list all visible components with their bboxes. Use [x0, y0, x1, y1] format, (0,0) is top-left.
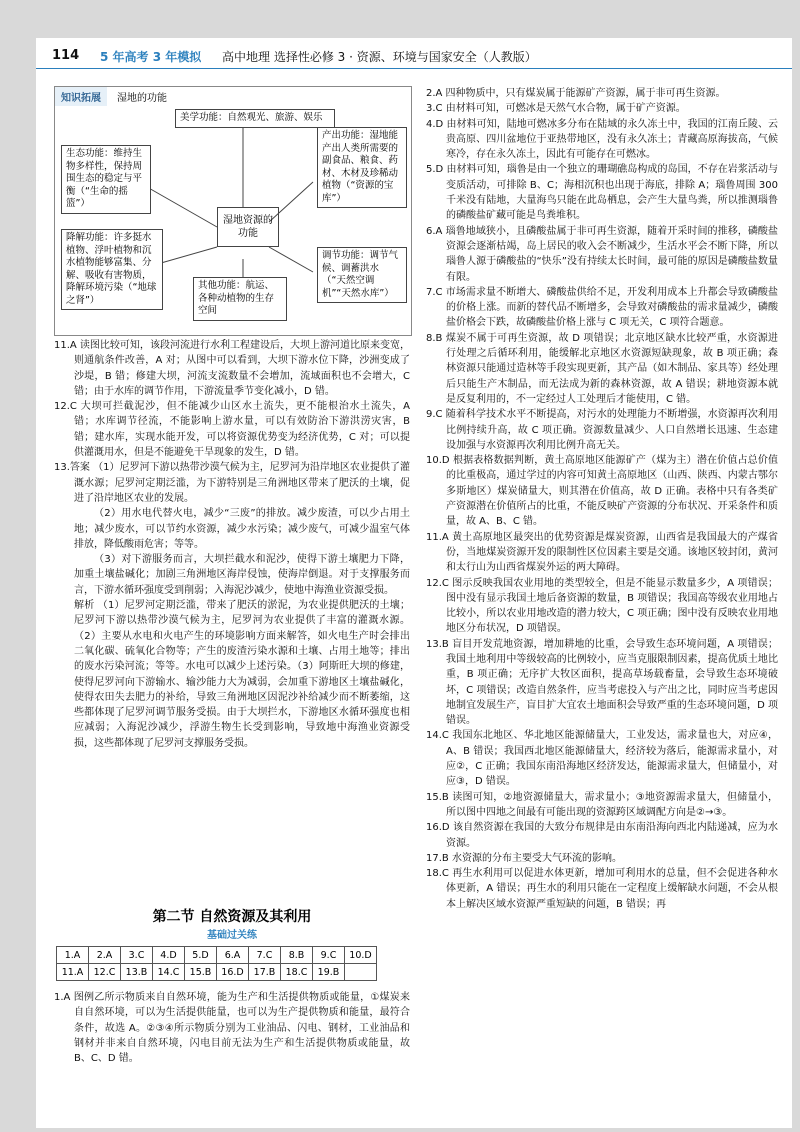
cell: 4.D — [153, 947, 185, 964]
node-degradation: 降解功能：许多挺水植物、浮叶植物和沉水植物能够富集、分解、吸收有害物质，降解环境污染（“地球之肾”） — [61, 229, 163, 310]
knowledge-title: 湿地的功能 — [117, 93, 167, 104]
answer-14: 14.C 我国东北地区、华北地区能源储量大，工业发达，需求量也大，对应④，A、B 错误；我国西北地区能源储量大，经济较为落后，能源需求量小，对应②，C 正确；我国东南沿海地区经济发达，能源需求量大，但储量小，对应③，D 错误。 — [426, 730, 778, 788]
knowledge-box — [54, 86, 412, 336]
cell: 5.D — [185, 947, 217, 964]
table-row — [57, 947, 377, 964]
cell: 17.B — [249, 964, 281, 981]
section-header — [54, 906, 410, 941]
answer-17: 17.B 水资源的分布主要受大气环流的影响。 — [426, 852, 622, 864]
answer-1: 1.A 图例乙所示物质来自自然环境，能为生产和生活提供物质或能量，①煤炭来自自然环境，可以为生活提供能量，也可以为生产提供物质和能量，最符合条件，故选 A。②③④所示物质分别为工业油品、闪电、钢材，工业油品和钢材并非来自自然环境，闪电目前无法为生产和生活提供物质或能量，故 B、C、D 错。 — [54, 992, 410, 1065]
node-ecology: 生态功能：维持生物多样性，保持周围生态的稳定与平衡（“生命的摇篮”） — [61, 145, 151, 214]
cell: 3.C — [121, 947, 153, 964]
answer-15: 15.B 读图可知，②地资源储量大，需求量小；③地资源需求量大，但储量小，所以图中四地之间最有可能出现的资源跨区域调配方向是②→③。 — [426, 791, 778, 818]
page-header — [36, 38, 792, 76]
cell: 18.C — [281, 964, 313, 981]
node-production: 产出功能：湿地能产出人类所需要的副食品、粮食、药材、木材及珍稀动植物（“资源的宝库”） — [317, 127, 407, 208]
answer-11r: 11.A 黄土高原地区最突出的优势资源是煤炭资源，山西省是我国最大的产煤省份，当地煤炭资源开发的限制性区位因素主要是交通。该地区较封闭，黄河和太行山为山西省煤炭外运的两大障碍。 — [426, 531, 778, 574]
answer-7: 7.C 市场需求量不断增大、磷酸盐供给不足，开发利用成本上升都会导致磷酸盐的价格上涨。而新的替代品不断增多，会导致对磷酸盐的需求量减少，磷酸盐价格会下跌，故磷酸盐价格上涨与 C 项无关，C 项符合题意。 — [426, 286, 778, 329]
answer-13-3: （3）对下游服务而言，大坝拦截水和泥沙，使得下游土壤肥力下降，加重土壤盐碱化；加剧三角洲地区海岸侵蚀，使海岸倒退。对于支撑服务而言，下游水循环强度受到削弱；入海泥沙减少，使地中海渔业资源受损。 — [74, 554, 410, 596]
book-title: 高中地理 选择性必修 3 · 资源、环境与国家安全（人教版） — [222, 50, 537, 64]
cell: 6.A — [217, 947, 249, 964]
cell: 19.B — [313, 964, 345, 981]
answer-8: 8.B 煤炭不属于可再生资源，故 D 项错误；北京地区缺水比较严重，水资源进行处理之后循环利用，能缓解北京地区水资源短缺现象，故 B 项正确；森林资源只能通过造林等手段实现更新，其产品（如木制品、家具等）经处理后只能生产木制品，而无法成为新的森林资源，故 A 错误；耕地资源本就是反复利用的，不一定经过人工处理后才能使用，C 错。 — [426, 332, 778, 405]
cell: 9.C — [313, 947, 345, 964]
right-column — [426, 86, 778, 912]
answer-10: 10.D 根据表格数据判断，黄土高原地区能源矿产（煤为主）潜在价值占总价值的比重极高，通过学过的内容可知黄土高原地区（山西、陕西、内蒙古鄂尔多斯地区）煤炭储量大，则其潜在价值高，故 D 正确。表格中只有各类矿产资源潜在价值所占的比重，不能反映矿产资源的分布状况、开采条件和质量，故 A、B、C 错。 — [426, 455, 778, 528]
cell: 7.C — [249, 947, 281, 964]
cell: 2.A — [89, 947, 121, 964]
cell: 11.A — [57, 964, 89, 981]
brand-title: 5 年高考 3 年模拟 — [100, 50, 202, 64]
cell — [345, 964, 377, 981]
answer-6: 6.A 瑙鲁地域狭小，且磷酸盐属于非可再生资源，随着开采时间的推移，磷酸盐资源会逐渐枯竭，岛上居民的收入会不断减少，生活水平会不断下降，所以瑙鲁人源于磷酸盐的“快乐”没有持续太长时间，最可能的原因是磷酸盐数量有限。 — [426, 225, 778, 283]
cell: 15.B — [185, 964, 217, 981]
knowledge-tag: 知识拓展 — [55, 87, 107, 106]
section-title: 第二节 自然资源及其利用 — [152, 909, 312, 925]
cell: 1.A — [57, 947, 89, 964]
cell: 8.B — [281, 947, 313, 964]
cell: 13.B — [121, 964, 153, 981]
cell: 14.C — [153, 964, 185, 981]
section-subtitle: 基础过关练 — [207, 930, 257, 941]
answer-11: 11.A 读图比较可知，该段河流进行水利工程建设后，大坝上游河道比原来变宽，则通航条件改善，A 对；从图中可以看到，大坝下游水位下降，沙洲变成了沙堤，B 错；修建大坝，河流支流数量不会增加，流域面积也不会增大，C 错；由于水库的调节作用，下游流量季节变化减小，D 错。 — [54, 340, 410, 397]
answer-13r: 13.B 盲目开发荒地资源，增加耕地的比重，会导致生态环境问题，A 项错误；我国土地利用中等级较高的比例较小，应当克服限制因素，提高优质土地比重，B 项正确；无序扩大牧区面积，提高草场载畜量，会导致生态环境破坏，C 项错误；改造自然条件，应当考虑投入与产出之比，同时应当考虑因地制宜发展生产，盲目扩大宜农土地面积会导致严重的生态环境问题，D 项错误。 — [426, 638, 778, 727]
answer-16: 16.D 该自然资源在我国的大致分布规律是由东南沿海向西北内陆递减，应为水资源。 — [426, 822, 778, 849]
cell: 12.C — [89, 964, 121, 981]
page-number: 114 — [52, 48, 80, 63]
page — [36, 38, 792, 1128]
answer-2: 2.A 四种物质中，只有煤炭属于能源矿产资源，属于非可再生资源。 — [426, 88, 726, 99]
diagram-center: 湿地资源的功能 — [217, 207, 279, 247]
node-aesthetic: 美学功能：自然观光、旅游、娱乐 — [175, 109, 335, 128]
left-tail — [54, 990, 410, 1066]
cell: 16.D — [217, 964, 249, 981]
answer-9: 9.C 随着科学技术水平不断提高，对污水的处理能力不断增强，水资源再次利用比例持续升高，故 C 项正确。资源数量减少、人口自然增长迅速、生态建设加强与水资源再次利用比例升高无关。 — [426, 409, 778, 451]
answer-12r: 12.C 图示反映我国农业用地的类型较全，但是不能显示数量多少，A 项错误；图中没有显示我国土地后备资源的数量，B 项错误；我国高等级农业用地占比较小，所以农业用地改造的潜力较大，C 项正确；图中没有反映农业用地地区分布状况，D 项错误。 — [426, 577, 778, 635]
left-column — [54, 338, 410, 751]
analysis-13: 解析 （1）尼罗河定期泛滥，带来了肥沃的淤泥，为农业提供肥沃的土壤；尼罗河下游以热带沙漠气候为主，尼罗河为农业提供了丰富的灌溉水源。（2）主要从水电和火电产生的环境影响方面来解答，如火电生产时会排出二氧化碳、硫氧化合物等；产生的废渣污染水源和土壤、占用土地等；排出的废水污染河流；等等。水电可以减少上述污染。（3）阿斯旺大坝的修建，使得尼罗河向下游输水、输沙能力大为减弱，会加重下游地区土壤盐碱化，使得农田失去肥力的补给，导致三角洲地区因泥沙补给减少而不断萎缩，这些都体现了尼罗河调节服务受损。由于大坝拦水，下游地区水循环强度也相应减弱；入海泥沙减少，浮游生物生长受到影响，导致地中海渔业资源受损，这些都体现了尼罗河支撑服务受损。 — [74, 600, 410, 749]
answer-5: 5.D 由材料可知，瑙鲁是由一个独立的珊瑚礁岛构成的岛国，不存在岩浆活动与变质活动，可排除 B、C；海相沉积也出现于海底，排除 A；瑙鲁周围 300 千米没有陆地，大量海鸟只能在此岛栖息，会产生大量鸟粪，所以推测瑙鲁的磷酸盐矿藏可能是鸟粪堆积。 — [426, 164, 778, 222]
node-regulation: 调节功能：调节气候、调蓄洪水（“天然空调机”“天然水库”） — [317, 247, 407, 303]
cell: 10.D — [345, 947, 377, 964]
answer-12: 12.C 大坝可拦截泥沙，但不能减少山区水土流失，更不能根治水土流失，A 错；水库调节径流，不能影响上游水量，可以有效防治下游洪涝灾害，B 错；建水库，实现水能开发，可以将资源优势变为经济优势，C 对；可以提供灌溉用水，但是不能避免干旱现象的发生，D 错。 — [54, 401, 410, 459]
answer-18: 18.C 再生水利用可以促进水体更新，增加可利用水的总量，但不会促进各种水体更新，A 错误；再生水的利用只能在一定程度上缓解缺水问题，不会从根本上解决区域水资源严重短缺的问题，B 错误；再 — [426, 868, 778, 910]
table-row — [57, 964, 377, 981]
answer-3: 3.C 由材料可知，可燃冰是天然气水合物，属于矿产资源。 — [426, 103, 686, 115]
answer-table — [56, 946, 377, 981]
answer-4: 4.D 由材料可知，陆地可燃冰多分布在陆域的永久冻土中，我国的江南丘陵、云贵高原、四川盆地位于亚热带地区，没有永久冻土；青藏高原海拔高，气候寒冷，存在永久冻土，因此有可能存在可燃冰。 — [426, 118, 778, 161]
node-other: 其他功能：航运、各种动植物的生存空间 — [193, 277, 287, 321]
answer-13-2: （2）用水电代替火电，减少“三废”的排放。减少废渣，可以少占用土地；减少废水，可以节约水资源，减少水污染；减少废气，可减少温室气体排放，降低酸雨危害；等等。 — [74, 508, 410, 550]
answer-13: 13.答案 （1）尼罗河下游以热带沙漠气候为主，尼罗河为沿岸地区农业提供了灌溉水源；尼罗河定期泛滥，为下游特别是三角洲地区带来了肥沃的土壤，促进了沿岸地区农业的发展。 — [54, 462, 410, 504]
header-rule — [36, 68, 792, 69]
